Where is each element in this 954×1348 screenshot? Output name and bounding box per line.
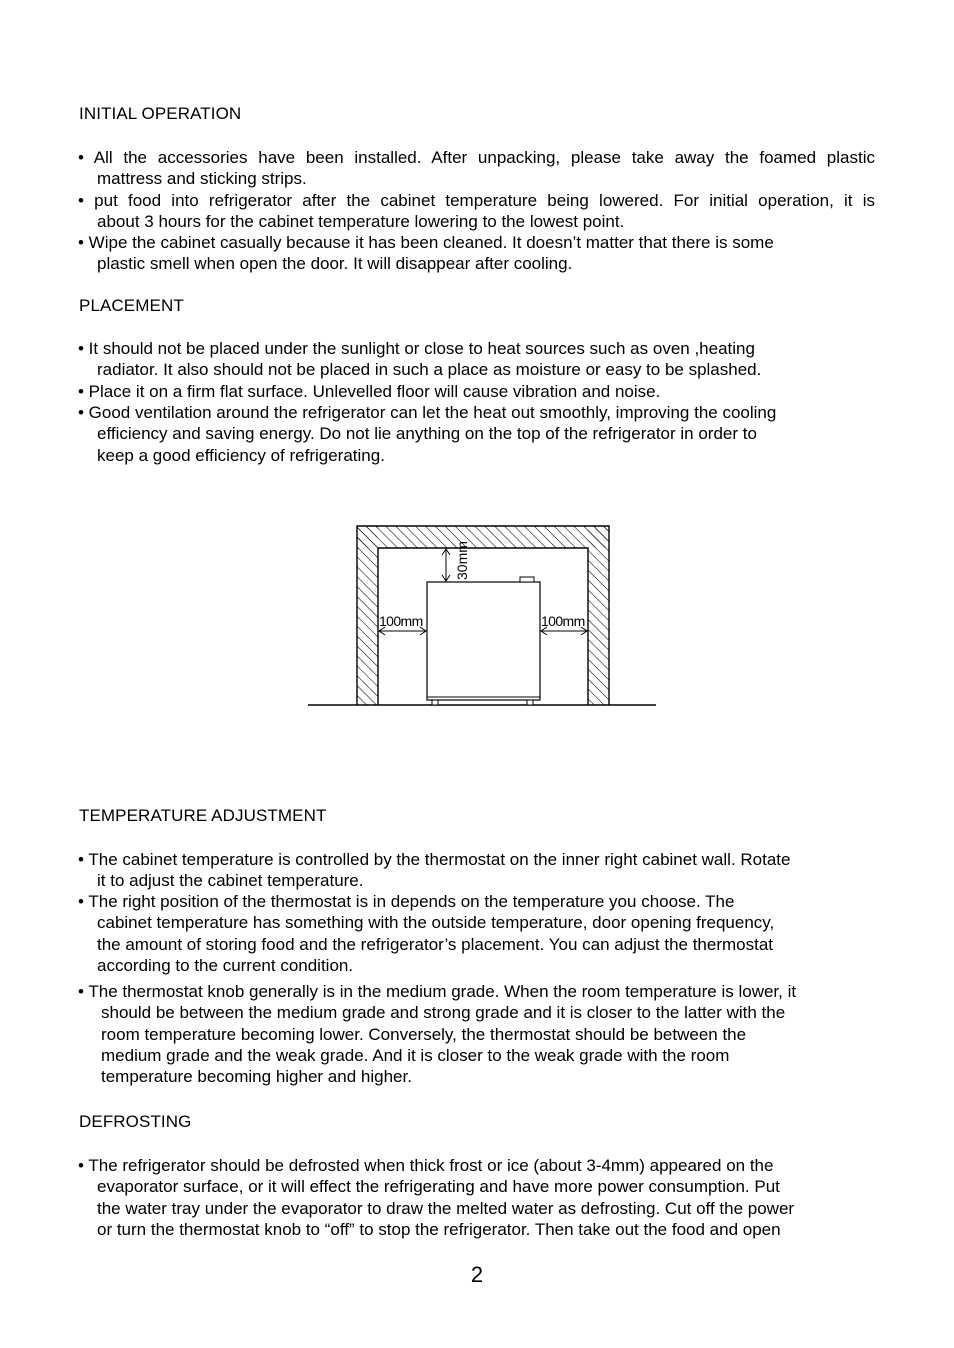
page-number: 2 — [470, 1262, 484, 1287]
bullet-placement-2 — [78, 381, 660, 402]
bullet-placement-1 — [78, 338, 761, 381]
line: evaporator surface, or it will effect the refrigerating and have more power consumption. Put — [97, 1177, 780, 1197]
line: • put food into refrigerator after the cabinet temperature being lowered. For initial operation, it is — [78, 191, 875, 210]
heading-defrosting: DEFROSTING — [79, 1112, 192, 1131]
line: • Good ventilation around the refrigerator can let the heat out smoothly, improving the cooling — [78, 403, 777, 422]
line: • It should not be placed under the sunlight or close to heat sources such as oven ,heating — [78, 339, 755, 358]
clearance-diagram — [300, 520, 660, 712]
bullet-defrosting-1 — [78, 1155, 794, 1240]
line: • The cabinet temperature is controlled by the thermostat on the inner right cabinet wall. Rotate — [78, 850, 791, 869]
line: • The thermostat knob generally is in the medium grade. When the room temperature is lower, it — [78, 982, 797, 1001]
line: • The right position of the thermostat is in depends on the temperature you choose. The — [78, 892, 735, 911]
bullet-initial-1 — [78, 147, 894, 190]
top-clearance-dimension — [442, 549, 450, 581]
line: the amount of storing food and the refrigerator’s placement. You can adjust the thermostat — [97, 934, 774, 954]
line: it to adjust the cabinet temperature. — [97, 871, 364, 891]
line: should be between the medium grade and strong grade and it is closer to the latter with the — [101, 1003, 786, 1023]
right-clearance-label: 100mm — [541, 613, 585, 629]
bullet-placement-3 — [78, 402, 776, 466]
line: the water tray under the evaporator to draw the melted water as defrosting. Cut off the power — [97, 1198, 795, 1218]
line: • All the accessories have been installed. After unpacking, please take away the foamed plastic — [78, 148, 875, 167]
line: cabinet temperature has something with the outside temperature, door opening frequency, — [97, 913, 775, 933]
line: or turn the thermostat knob to “off” to stop the refrigerator. Then take out the food and open — [97, 1219, 781, 1239]
bullet-initial-2 — [78, 190, 894, 233]
line: • The refrigerator should be defrosted when thick frost or ice (about 3-4mm) appeared on the — [78, 1156, 774, 1175]
line: according to the current condition. — [97, 955, 354, 975]
left-clearance-label: 100mm — [379, 613, 423, 629]
line: medium grade and the weak grade. And it is closer to the weak grade with the room — [101, 1045, 730, 1065]
bullet-initial-3 — [78, 232, 774, 275]
refrigerator — [427, 577, 540, 705]
line: temperature becoming higher and higher. — [101, 1067, 412, 1087]
top-clearance-label: 30mm — [454, 541, 470, 580]
line: about 3 hours for the cabinet temperature lowering to the lowest point. — [97, 212, 625, 232]
heading-placement: PLACEMENT — [79, 296, 184, 315]
line: • Wipe the cabinet casually because it has been cleaned. It doesn’t matter that there is some — [78, 233, 774, 252]
line: mattress and sticking strips. — [97, 169, 307, 189]
line: efficiency and saving energy. Do not lie anything on the top of the refrigerator in order to — [97, 424, 757, 444]
heading-temperature-adjustment: TEMPERATURE ADJUSTMENT — [79, 806, 327, 825]
line: radiator. It also should not be placed in such a place as moisture or easy to be splashed. — [97, 360, 762, 380]
line: room temperature becoming lower. Conversely, the thermostat should be between the — [101, 1024, 747, 1044]
bullet-temperature-1 — [78, 849, 790, 892]
line: plastic smell when open the door. It will disappear after cooling. — [97, 254, 573, 274]
bullet-temperature-3 — [78, 981, 796, 1087]
bullet-temperature-2 — [78, 891, 774, 976]
line: keep a good efficiency of refrigerating. — [97, 445, 385, 465]
heading-initial-operation: INITIAL OPERATION — [79, 104, 242, 123]
line: • Place it on a firm flat surface. Unlevelled floor will cause vibration and noise. — [78, 382, 661, 401]
